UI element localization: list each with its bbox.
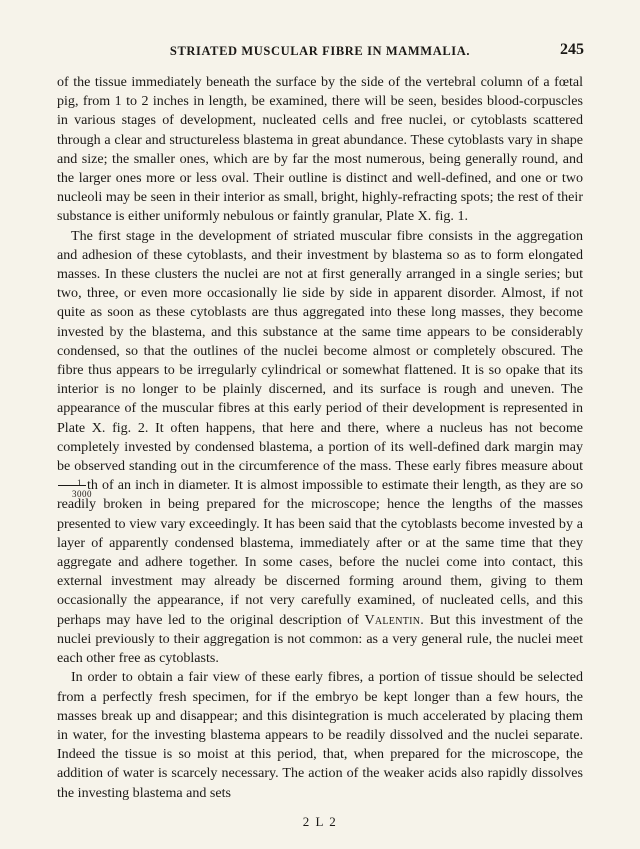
paragraph-1: of the tissue immediately beneath the surface by the side of the vertebral column of a fœtal pig, from 1 to 2 inches in length, be examined, there will be seen, besides blood-corpuscles in various stages of development, nucleated cells and free nuclei, or cytoblasts scattered through a clear and structureless blastema in great abundance. These cytoblasts vary in shape and size; the smaller ones, which are by far the most numerous, being generally round, and the larger ones more or less oval. Their outline is distinct and well-defined, and one or two nucleoli may be seen in their interior as small, bright, highly-refracting spots; the rest of their substance is either uniformly nebulous or faintly granular, Plate X. fig. 1.: [57, 74, 583, 225]
paragraph-3: In order to obtain a fair view of these early fibres, a portion of tissue should be selected from a perfectly fresh specimen, for if the embryo be kept longer than a few hours, the masses break up and disappear; and this disintegration is much accelerated by placing them in water, for the investing blastema appears to be readily dissolved and the nuclei separate. Indeed the tissue is so moist at this period, that, when prepared for the microscope, the addition of water is scarcely necessary. The action of the weaker acids also rapidly dissolves the investing blastema and sets: [57, 669, 583, 801]
running-head: STRIATED MUSCULAR FIBRE IN MAMMALIA.: [169, 44, 471, 58]
fraction-numerator: 1: [77, 478, 82, 489]
page-header: [56, 41, 584, 66]
fraction-denominator: 3000: [72, 489, 92, 500]
page-number: 245: [560, 41, 584, 58]
signature-mark: 2 L 2: [302, 814, 338, 829]
paragraph-2: [57, 227, 583, 669]
body-text: [57, 73, 583, 803]
paragraph-2-part-a: The first stage in the development of striated muscular fibre consists in the aggregation and adhesion of these cytoblasts, and their investment by blastema so as to form elongated masses. In these clusters the nuclei are not at first generally arranged in a single series; but two, three, or even more occasionally lie side by side in apparent disorder. Almost, if not quite as soon as these cytoblasts are thus aggregated into these long masses, they become invested by the blastema, and this substance at the same time appears to be considerably condensed, so that the outlines of the nuclei become almost or completely obscured. The fibre thus appears to be irregularly cylindrical or somewhat flattened. It is so opake that its interior is no longer to be plainly discerned, and its surface is rough and uneven. The appearance of the muscular fibres at this early period of their development is represented in Plate X. fig. 2. It often happens, that here and there, where a nucleus has not become completely invested by condensed blastema, a portion of its well-defined dark margin may be observed standing out in the circumference of the mass. These early fibres measure about: [57, 227, 583, 475]
fraction: [57, 478, 92, 500]
paragraph-2-part-b: th of an inch in diameter. It is almost impossible to estimate their length, as they are so readily broken in being prepared for the microscope; hence the lengths of the masses presented to view vary exceedingly. It has been said that the cytoblasts become invested by a layer of apparently condensed blastema, immediately after or at the same time that they aggregate and adhere together. In some cases, before the nuclei come into contact, this external investment may already be discerned forming around them, giving to them occasionally the appearance, if not very carefully examined, of nucleated cells, and this perhaps may have led to the original description of: [57, 477, 583, 628]
paragraph-2-part-c: But this investment of the nuclei previously to their aggregation is not common: as a very general rule, the nuclei meet each other free as cytoblasts.: [57, 611, 583, 667]
author-name: Valentin.: [364, 611, 425, 628]
